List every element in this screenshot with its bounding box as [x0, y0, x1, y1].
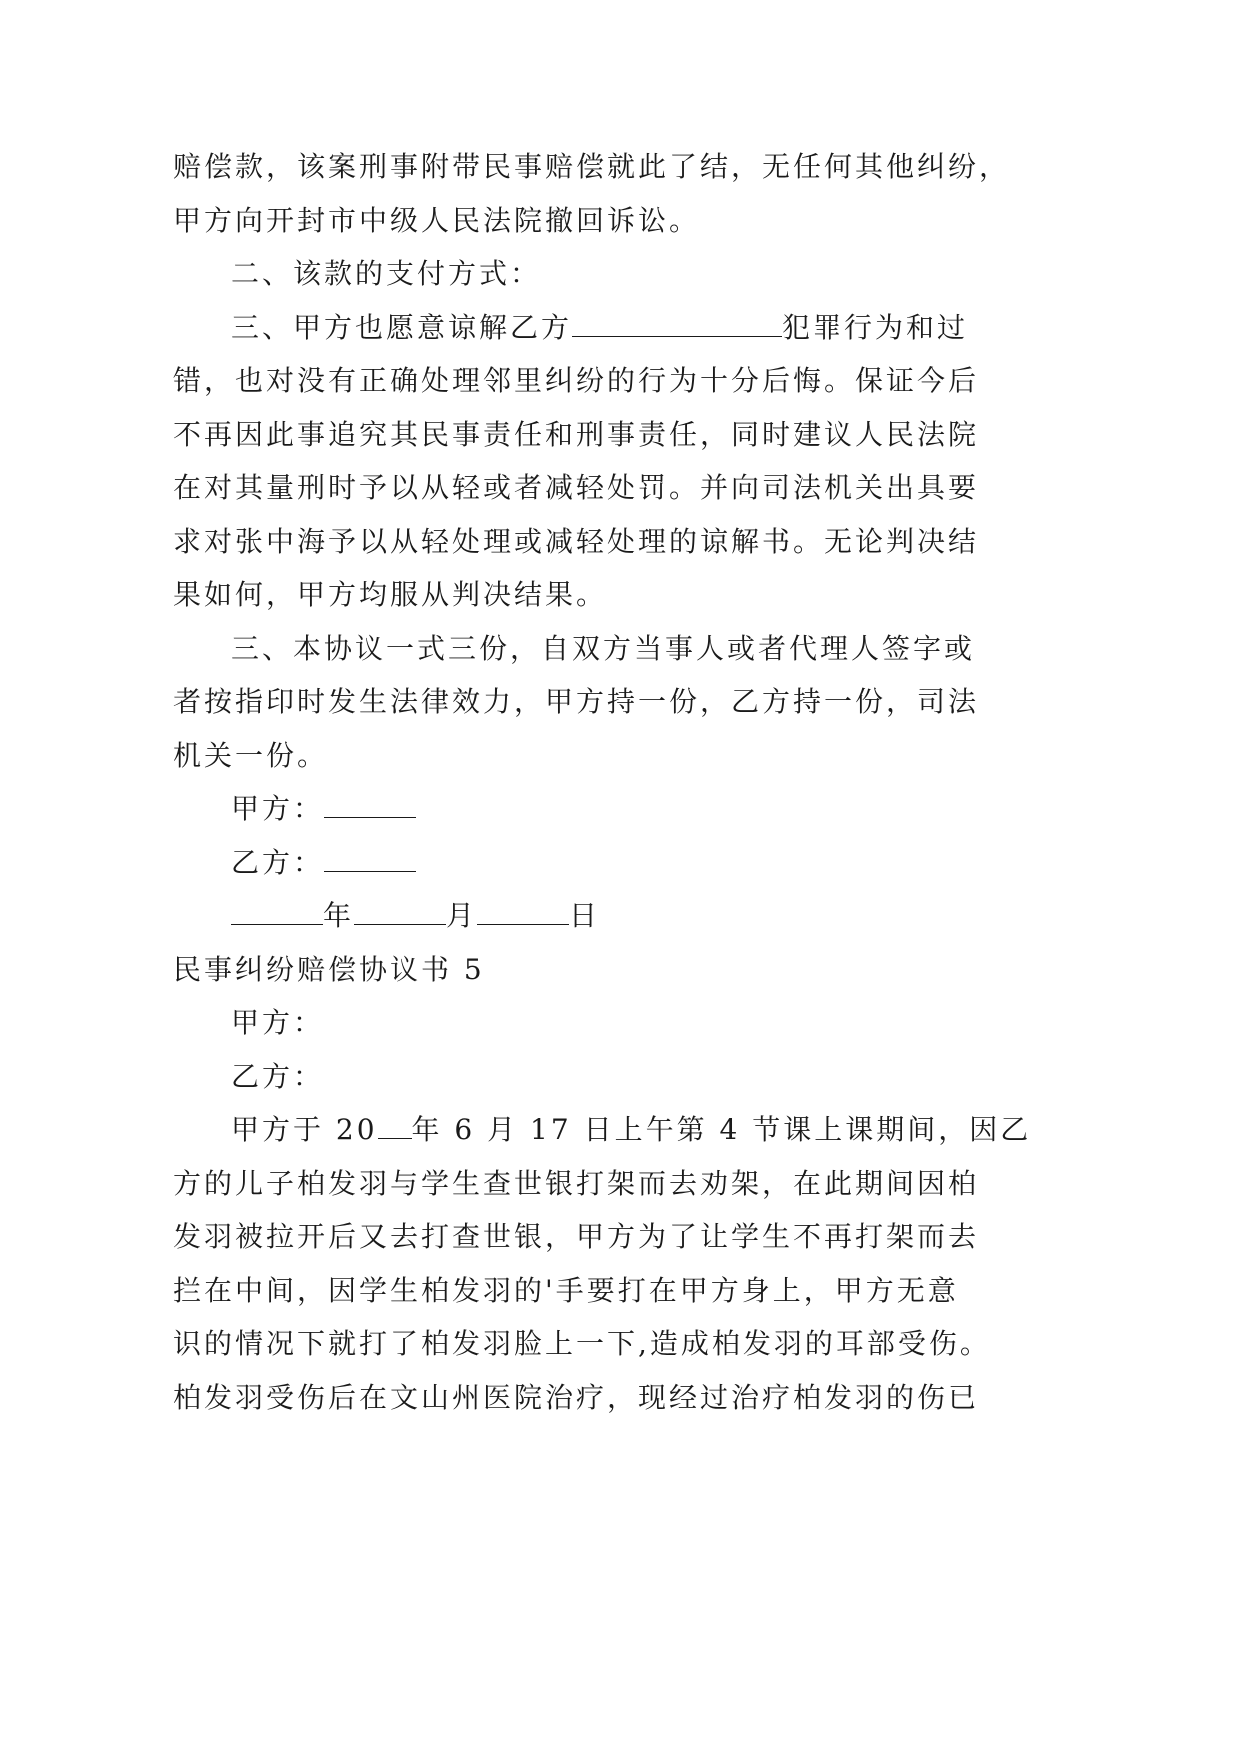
party-b-label: 乙方：: [231, 845, 325, 879]
paragraph-line: 柏发羽受伤后在文山州医院治疗，现经过治疗柏发羽的伤已: [173, 1380, 980, 1414]
blank-line: [324, 795, 416, 818]
paragraph-line: [173, 1103, 1032, 1157]
blank-line: [231, 902, 323, 925]
paragraph-line: 赔偿款，该案刑事附带民事赔偿就此了结，无任何其他纠纷，: [173, 150, 1011, 183]
paragraph-line: 机关一份。: [173, 738, 329, 772]
paragraph-line: [173, 301, 969, 355]
paragraph-line: 三、本协议一式三份，自双方当事人或者代理人签字或: [231, 631, 976, 665]
paragraph-line: 方的儿子柏发羽与学生查世银打架而去劝架，在此期间因柏: [173, 1166, 980, 1200]
party-b-signature: [173, 836, 953, 890]
paragraph-line: 识的情况下就打了柏发羽脸上一下,造成柏发羽的耳部受伤。: [173, 1327, 991, 1360]
paragraph-line: 错，也对没有正确处理邻里纠纷的行为十分后悔。保证今后: [173, 364, 980, 397]
document-page: [173, 140, 1032, 1424]
paragraph-line: 在对其量刑时予以从轻或者减轻处罚。并向司法机关出具要: [173, 471, 980, 504]
paragraph-line: 发羽被拉开后又去打查世银，甲方为了让学生不再打架而去: [173, 1220, 980, 1253]
party-a-label: 甲方：: [231, 1006, 325, 1039]
clause-text: 犯罪行为和过: [782, 310, 969, 344]
month-label: 月: [446, 899, 478, 932]
section-title: 民事纠纷赔偿协议书 5: [173, 952, 485, 986]
clause-text: 甲方于 20: [231, 1113, 378, 1146]
day-label: 日: [569, 899, 601, 932]
paragraph-line: 甲方向开封市中级人民法院撤回诉讼。: [173, 203, 701, 237]
blank-line: [572, 314, 782, 337]
party-b-label: 乙方：: [231, 1059, 325, 1093]
party-a-label: 甲方：: [231, 792, 325, 825]
paragraph-line: 果如何，甲方均服从判决结果。: [173, 578, 608, 611]
blank-line: [354, 902, 446, 925]
clause-text: 年 6 月 17 日上午第 4 节课上课期间，因乙: [411, 1113, 1032, 1146]
paragraph-line: 求对张中海予以从轻处理或减轻处理的谅解书。无论判决结: [173, 524, 980, 558]
date-line: [173, 889, 953, 943]
blank-line: [477, 902, 569, 925]
clause-heading: 二、该款的支付方式：: [231, 257, 542, 290]
clause-text: 三、甲方也愿意谅解乙方: [231, 310, 573, 344]
paragraph-line: 不再因此事追究其民事责任和刑事责任，同时建议人民法院: [173, 417, 980, 451]
party-a-signature: [173, 782, 953, 836]
blank-line: [324, 849, 416, 872]
blank-line: [378, 1116, 412, 1139]
paragraph-line: 拦在中间，因学生柏发羽的'手要打在甲方身上，甲方无意: [173, 1273, 959, 1307]
year-label: 年: [323, 899, 355, 932]
paragraph-line: 者按指印时发生法律效力，甲方持一份，乙方持一份，司法: [173, 685, 980, 718]
